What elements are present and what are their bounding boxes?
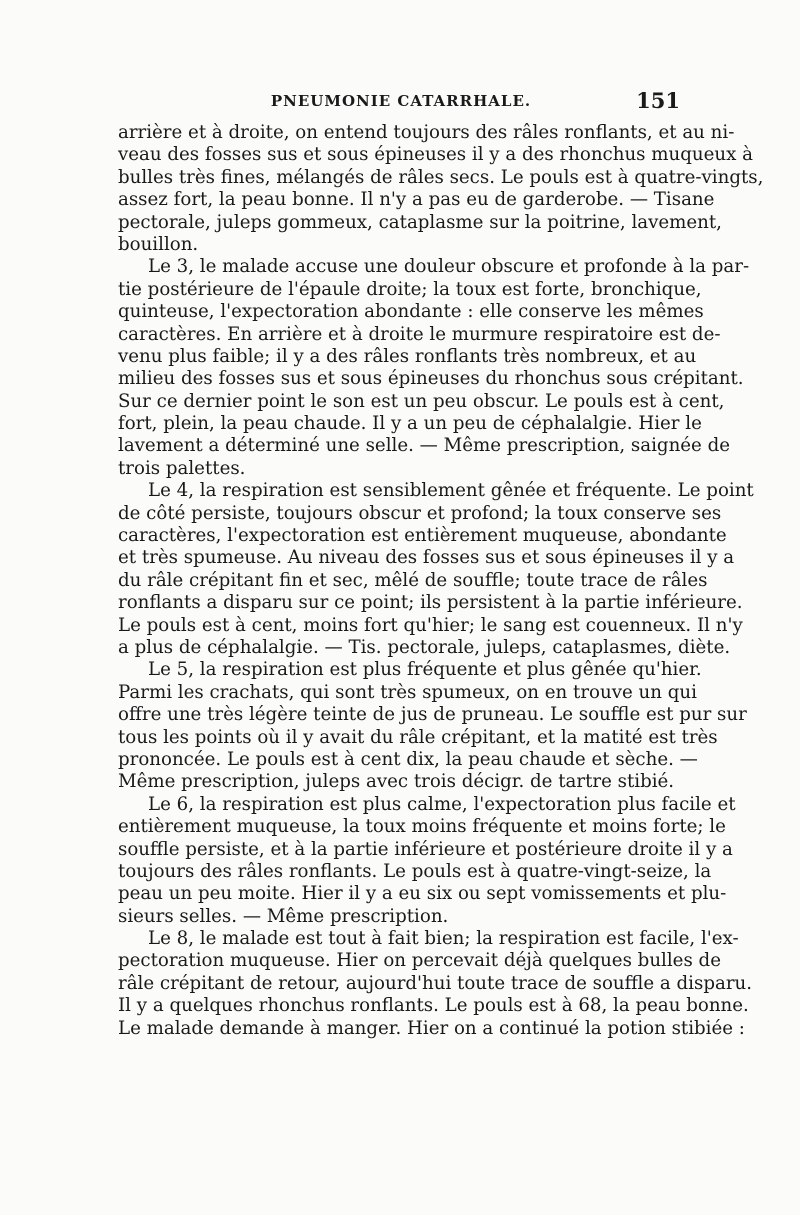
- text-line: tous les points où il y avait du râle crépitant, et la matité est très: [118, 726, 718, 748]
- text-line: souffle persiste, et à la partie inférieure et postérieure droite il y a: [118, 838, 733, 860]
- text-line: entièrement muqueuse, la toux moins fréquente et moins forte; le: [118, 816, 726, 838]
- text-line: fort, plein, la peau chaude. Il y a un peu de céphalalgie. Hier le: [118, 413, 702, 435]
- paragraph-start-line: Le 5, la respiration est plus fréquente et plus gênée qu'hier.: [148, 659, 702, 681]
- text-line: Même prescription, juleps avec trois décigr. de tartre stibié.: [118, 771, 675, 793]
- text-line: a plus de céphalalgie. — Tis. pectorale, juleps, cataplasmes, diète.: [118, 636, 731, 658]
- running-head: [118, 88, 684, 118]
- text-line: tie postérieure de l'épaule droite; la toux est forte, bronchique,: [118, 278, 702, 300]
- text-line: trois palettes.: [118, 457, 246, 479]
- text-line: sieurs selles. — Même prescription.: [118, 905, 449, 927]
- text-line: toujours des râles ronflants. Le pouls est à quatre-vingt-seize, la: [118, 860, 712, 882]
- text-line: Le pouls est à cent, moins fort qu'hier; le sang est couenneux. Il n'y: [118, 614, 743, 636]
- text-line: caractères. En arrière et à droite le murmure respiratoire est de-: [118, 323, 721, 345]
- text-line: offre une très légère teinte de jus de pruneau. Le souffle est pur sur: [118, 704, 747, 726]
- text-line: assez fort, la peau bonne. Il n'y a pas eu de garderobe. — Tisane: [118, 189, 715, 211]
- text-line: quinteuse, l'expectoration abondante : elle conserve les mêmes: [118, 301, 704, 323]
- text-line: Il y a quelques rhonchus ronflants. Le pouls est à 68, la peau bonne.: [118, 995, 749, 1017]
- body-text: [118, 122, 764, 1040]
- text-line: pectorale, juleps gommeux, cataplasme sur la poitrine, lavement,: [118, 211, 722, 233]
- text-line: râle crépitant de retour, aujourd'hui toute trace de souffle a disparu.: [118, 972, 753, 994]
- paragraph-start-line: Le 8, le malade est tout à fait bien; la respiration est facile, l'ex-: [148, 928, 739, 950]
- running-title: PNEUMONIE CATARRHALE.: [270, 92, 532, 110]
- text-line: Sur ce dernier point le son est un peu obscur. Le pouls est à cent,: [118, 390, 725, 412]
- paragraph-start-line: Le 6, la respiration est plus calme, l'expectoration plus facile et: [148, 793, 736, 815]
- text-line: veau des fosses sus et sous épineuses il y a des rhonchus muqueux à: [118, 144, 753, 166]
- text-line: lavement a déterminé une selle. — Même prescription, saignée de: [118, 435, 730, 457]
- text-line: prononcée. Le pouls est à cent dix, la peau chaude et sèche. —: [118, 748, 698, 770]
- text-line: Le malade demande à manger. Hier on a continué la potion stibiée :: [118, 1017, 745, 1039]
- text-line: peau un peu moite. Hier il y a eu six ou sept vomissements et plu-: [118, 883, 727, 905]
- text-line: venu plus faible; il y a des râles ronflants très nombreux, et au: [118, 345, 697, 367]
- text-line: milieu des fosses sus et sous épineuses du rhonchus sous crépitant.: [118, 368, 744, 390]
- text-line: bulles très fines, mélangés de râles secs. Le pouls est à quatre-vingts,: [118, 166, 764, 188]
- text-line: du râle crépitant fin et sec, mêlé de souffle; toute trace de râles: [118, 569, 708, 591]
- paragraph-start-line: Le 3, le malade accuse une douleur obscure et profonde à la par-: [148, 256, 750, 278]
- text-line: Parmi les crachats, qui sont très spumeux, on en trouve un qui: [118, 681, 697, 703]
- text-line: arrière et à droite, on entend toujours des râles ronflants, et au ni-: [118, 122, 735, 143]
- text-line: bouillon.: [118, 233, 199, 255]
- page-number: 151: [636, 88, 680, 113]
- text-line: pectoration muqueuse. Hier on percevait déjà quelques bulles de: [118, 950, 721, 972]
- text-line: et très spumeuse. Au niveau des fosses sus et sous épineuses il y a: [118, 547, 735, 569]
- text-line: caractères, l'expectoration est entièrement muqueuse, abondante: [118, 525, 727, 547]
- paragraph-start-line: Le 4, la respiration est sensiblement gênée et fréquente. Le point: [148, 480, 754, 502]
- text-line: ronflants a disparu sur ce point; ils persistent à la partie inférieure.: [118, 592, 743, 614]
- text-line: de côté persiste, toujours obscur et profond; la toux conserve ses: [118, 502, 722, 524]
